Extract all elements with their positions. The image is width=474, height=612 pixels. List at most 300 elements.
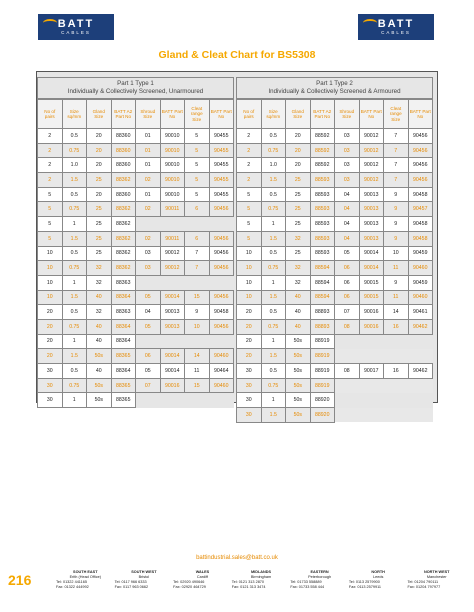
unarmoured-table-cell (136, 393, 161, 408)
unarmoured-header-cell: BATT Part No (209, 100, 234, 129)
unarmoured-table-row (38, 275, 234, 290)
unarmoured-table-cell: 90456 (209, 231, 234, 246)
unarmoured-table-cell: 90010 (160, 143, 185, 158)
armoured-table-cell: 40 (286, 319, 311, 334)
armoured-table-cell: 90013 (359, 187, 384, 202)
armoured-table-cell: 5 (237, 231, 262, 246)
unarmoured-table-cell: 02 (136, 202, 161, 217)
branch-region: SOUTH WEST (131, 570, 157, 574)
unarmoured-table-cell: 30 (38, 378, 63, 393)
branch-contact (232, 570, 291, 590)
unarmoured-table-cell: 5 (38, 217, 63, 232)
armoured-table-cell: 08 (335, 319, 360, 334)
unarmoured-header-cell: No of pairs (38, 100, 63, 129)
unarmoured-table-cell: 20 (87, 158, 112, 173)
unarmoured-table-row (38, 290, 234, 305)
unarmoured-table-cell (185, 334, 210, 349)
armoured-table-cell: 30 (237, 408, 262, 423)
unarmoured-table-cell: 2 (38, 158, 63, 173)
unarmoured-table-cell (160, 334, 185, 349)
armoured-table-cell (359, 334, 384, 349)
unarmoured-table-cell: 90455 (209, 187, 234, 202)
unarmoured-table-cell: 10 (38, 290, 63, 305)
armoured-table-cell: 14 (384, 305, 409, 320)
armoured-table-cell (384, 408, 409, 423)
unarmoured-table-cell: 1.5 (62, 290, 87, 305)
armoured-table-cell (335, 378, 360, 393)
armoured-table-cell: 0.75 (261, 143, 286, 158)
logo-word: BATT (377, 17, 415, 30)
unarmoured-table-cell: 07 (136, 378, 161, 393)
armoured-table-cell: 50s (286, 364, 311, 379)
unarmoured-table-cell: 1 (62, 217, 87, 232)
armoured-table-cell: 90456 (408, 173, 433, 188)
armoured-table-cell: 50s (286, 349, 311, 364)
armoured-table-cell: 9 (384, 187, 409, 202)
armoured-table-cell: 90017 (359, 364, 384, 379)
unarmoured-table-row (38, 202, 234, 217)
unarmoured-table-row (38, 305, 234, 320)
armoured-table-cell (335, 393, 360, 408)
armoured-table-cell: 20 (237, 305, 262, 320)
unarmoured-table-cell (185, 393, 210, 408)
branch-tel: Tel: 01204 790111 (407, 580, 439, 584)
armoured-table-cell: 32 (286, 275, 311, 290)
armoured-header-cell: Cleat range Size (384, 100, 409, 129)
armoured-table-cell: 88919 (310, 334, 335, 349)
unarmoured-table-cell: 25 (87, 246, 112, 261)
unarmoured-table-cell: 20 (87, 187, 112, 202)
unarmoured-table-cell: 10 (185, 319, 210, 334)
unarmoured-table (37, 99, 234, 408)
logo-subword: CABLES (381, 29, 411, 35)
unarmoured-table-cell: 25 (87, 231, 112, 246)
armoured-table-cell: 90012 (359, 143, 384, 158)
unarmoured-table-cell (185, 275, 210, 290)
unarmoured-table-cell: 90458 (209, 305, 234, 320)
armoured-table-row (237, 349, 433, 364)
unarmoured-table-cell: 90010 (160, 173, 185, 188)
armoured-table-cell: 0.5 (261, 364, 286, 379)
unarmoured-table-cell: 90013 (160, 319, 185, 334)
armoured-header-cell: BATT Part No (359, 100, 384, 129)
part2-title: Part 1 Type 2 (316, 80, 353, 87)
armoured-table-cell: 20 (237, 319, 262, 334)
branch-town: Cardiff (196, 575, 208, 579)
armoured-table-cell (384, 349, 409, 364)
armoured-table-cell (408, 378, 433, 393)
unarmoured-table-cell: 90455 (209, 129, 234, 144)
branch-fax: Fax: 01204 797977 (407, 585, 441, 589)
logo-swoosh-icon (43, 19, 57, 27)
unarmoured-table-cell: 88364 (111, 364, 136, 379)
armoured-table-cell: 90460 (408, 290, 433, 305)
armoured-table-row (237, 275, 433, 290)
unarmoured-table-cell: 88362 (111, 173, 136, 188)
unarmoured-table-cell (209, 334, 234, 349)
unarmoured-table-cell: 90464 (209, 364, 234, 379)
armoured-table-cell: 9 (384, 202, 409, 217)
armoured-table-cell: 05 (335, 246, 360, 261)
armoured-table-cell: 11 (384, 261, 409, 276)
unarmoured-table-cell: 90010 (160, 187, 185, 202)
armoured-table-cell: 90015 (359, 290, 384, 305)
unarmoured-table-cell: 90010 (160, 158, 185, 173)
unarmoured-table-cell: 90010 (160, 129, 185, 144)
unarmoured-table-cell: 40 (87, 290, 112, 305)
unarmoured-table-cell: 6 (185, 231, 210, 246)
batt-cables-logo-right (358, 14, 434, 40)
contact-email[interactable]: battindustrial.sales@batt.co.uk (196, 555, 278, 561)
unarmoured-table-cell: 5 (38, 202, 63, 217)
armoured-table-row (237, 246, 433, 261)
unarmoured-table-cell: 1 (62, 275, 87, 290)
armoured-table-cell: 1.5 (261, 408, 286, 423)
branch-list (56, 570, 466, 590)
unarmoured-table-cell: 88365 (111, 378, 136, 393)
branch-tel: Tel: 02920 490646 (173, 580, 205, 584)
armoured-table-cell: 88893 (310, 305, 335, 320)
armoured-table-cell: 90458 (408, 231, 433, 246)
unarmoured-table-cell: 88362 (111, 261, 136, 276)
armoured-table-cell: 30 (237, 364, 262, 379)
branch-fax: Fax: 0113 2579911 (348, 585, 382, 589)
unarmoured-table-cell: 30 (38, 393, 63, 408)
armoured-table-cell: 16 (384, 364, 409, 379)
unarmoured-table-cell: 40 (87, 364, 112, 379)
armoured-table-cell: 04 (335, 231, 360, 246)
armoured-table-cell: 25 (286, 187, 311, 202)
armoured-table-cell: 10 (237, 261, 262, 276)
armoured-table-cell: 90014 (359, 261, 384, 276)
armoured-table (236, 99, 433, 423)
unarmoured-header-cell: Size sq/mm (62, 100, 87, 129)
armoured-table-cell: 06 (335, 290, 360, 305)
unarmoured-table-cell: 90456 (209, 202, 234, 217)
armoured-table-cell: 90013 (359, 231, 384, 246)
armoured-table-cell: 5 (237, 217, 262, 232)
unarmoured-table-row (38, 364, 234, 379)
armoured-table-cell: 50s (286, 408, 311, 423)
armoured-table-cell: 90458 (408, 187, 433, 202)
branch-contact (173, 570, 232, 590)
unarmoured-table-cell: 90455 (209, 143, 234, 158)
branch-region: NORTH (371, 570, 385, 574)
unarmoured-table-cell: 01 (136, 129, 161, 144)
branch-region: SOUTH EAST (73, 570, 98, 574)
armoured-table-cell: 88594 (310, 290, 335, 305)
unarmoured-table-cell: 90455 (209, 158, 234, 173)
unarmoured-table-cell: 0.5 (62, 364, 87, 379)
logo-word: BATT (57, 17, 95, 30)
unarmoured-table-cell: 90456 (209, 246, 234, 261)
armoured-table-cell: 0.75 (261, 378, 286, 393)
armoured-table-cell: 90456 (408, 158, 433, 173)
batt-cables-logo (38, 14, 114, 40)
armoured-table-cell: 2 (237, 143, 262, 158)
branch-region: EASTERN (310, 570, 329, 574)
unarmoured-table-cell: 01 (136, 187, 161, 202)
armoured-table-cell: 9 (384, 231, 409, 246)
branch-town: Bristol (138, 575, 150, 579)
armoured-table-cell (359, 393, 384, 408)
armoured-table-cell: 25 (286, 217, 311, 232)
armoured-table-cell: 88593 (310, 187, 335, 202)
unarmoured-table-cell: 30 (38, 364, 63, 379)
unarmoured-table-cell: 88360 (111, 129, 136, 144)
armoured-table-row (237, 129, 433, 144)
armoured-table-cell (384, 393, 409, 408)
armoured-table-cell: 1 (261, 217, 286, 232)
page-title: Gland & Cleat Chart for BS5308 (158, 49, 316, 61)
armoured-table-cell: 0.75 (261, 202, 286, 217)
armoured-table-cell (384, 334, 409, 349)
armoured-table-cell: 88919 (310, 364, 335, 379)
logo-swoosh-icon (363, 19, 377, 27)
unarmoured-table-cell: 88360 (111, 158, 136, 173)
armoured-table-cell: 50s (286, 334, 311, 349)
armoured-table-cell: 03 (335, 143, 360, 158)
branch-tel: Tel: 01733 558889 (290, 580, 322, 584)
unarmoured-table-cell: 40 (87, 334, 112, 349)
armoured-table-cell: 20 (237, 349, 262, 364)
unarmoured-table-row (38, 173, 234, 188)
unarmoured-header-cell: Gland Size (87, 100, 112, 129)
unarmoured-table-cell: 32 (87, 305, 112, 320)
branch-contact (290, 570, 349, 590)
armoured-table-cell: 2 (237, 129, 262, 144)
unarmoured-table-cell: 88360 (111, 143, 136, 158)
armoured-table-cell: 32 (286, 261, 311, 276)
unarmoured-table-row (38, 261, 234, 276)
unarmoured-table-row (38, 231, 234, 246)
armoured-table-cell: 90459 (408, 275, 433, 290)
armoured-table-cell: 16 (384, 319, 409, 334)
unarmoured-table-cell: 88364 (111, 290, 136, 305)
armoured-table-cell: 04 (335, 187, 360, 202)
armoured-table-cell: 07 (335, 305, 360, 320)
unarmoured-table-cell: 02 (136, 231, 161, 246)
armoured-table-cell: 1 (261, 275, 286, 290)
branch-tel: Tel: 01322 441165 (56, 580, 87, 584)
unarmoured-table-cell: 5 (185, 187, 210, 202)
armoured-table-cell: 2 (237, 158, 262, 173)
armoured-table-row (237, 173, 433, 188)
part2-subtitle: Individually & Collectively Screened & Armoured (268, 88, 401, 95)
armoured-table-cell: 25 (286, 173, 311, 188)
armoured-table-cell: 1 (261, 393, 286, 408)
unarmoured-table-cell: 90456 (209, 319, 234, 334)
unarmoured-table-cell: 01 (136, 158, 161, 173)
unarmoured-table-cell: 5 (185, 173, 210, 188)
unarmoured-table-cell: 20 (87, 143, 112, 158)
unarmoured-table-cell: 90016 (160, 378, 185, 393)
armoured-table-cell: 88593 (310, 217, 335, 232)
unarmoured-table-cell (209, 393, 234, 408)
gland-cleat-chart (36, 71, 438, 418)
unarmoured-table-cell: 1.5 (62, 349, 87, 364)
armoured-table-cell: 5 (237, 187, 262, 202)
unarmoured-table-row (38, 143, 234, 158)
armoured-table-cell: 9 (384, 275, 409, 290)
unarmoured-header-row (38, 100, 234, 129)
unarmoured-table-cell: 0.75 (62, 319, 87, 334)
armoured-table-cell: 90461 (408, 305, 433, 320)
armoured-table-cell: 10 (237, 290, 262, 305)
unarmoured-table-cell: 5 (38, 187, 63, 202)
unarmoured-table-cell: 10 (38, 246, 63, 261)
armoured-table-cell: 10 (237, 246, 262, 261)
armoured-table-cell: 10 (384, 246, 409, 261)
unarmoured-table-row (38, 393, 234, 408)
unarmoured-table-cell (136, 217, 161, 232)
unarmoured-table-row (38, 187, 234, 202)
unarmoured-table-cell: 15 (185, 378, 210, 393)
armoured-header-cell: Shroud Size (335, 100, 360, 129)
unarmoured-table-cell: 88362 (111, 231, 136, 246)
armoured-table-row (237, 158, 433, 173)
armoured-table-cell: 88593 (310, 246, 335, 261)
unarmoured-table-cell: 1.0 (62, 158, 87, 173)
armoured-table-cell: 88594 (310, 261, 335, 276)
armoured-table-cell: 1 (261, 334, 286, 349)
armoured-table-cell: 7 (384, 158, 409, 173)
armoured-table-cell: 0.5 (261, 305, 286, 320)
branch-fax: Fax: 0121 313 3474 (231, 585, 266, 589)
unarmoured-table-cell: 01 (136, 143, 161, 158)
armoured-table-row (237, 217, 433, 232)
unarmoured-table-cell: 88363 (111, 305, 136, 320)
armoured-table-cell: 04 (335, 202, 360, 217)
unarmoured-table-cell: 1.5 (62, 231, 87, 246)
armoured-table-cell: 0.75 (261, 261, 286, 276)
unarmoured-table-cell: 9 (185, 305, 210, 320)
unarmoured-table-cell: 20 (38, 349, 63, 364)
armoured-header-cell: BATT Part No (408, 100, 433, 129)
armoured-table-cell: 40 (286, 290, 311, 305)
armoured-table-cell: 1.5 (261, 173, 286, 188)
armoured-table-cell: 25 (286, 246, 311, 261)
unarmoured-table-cell (136, 275, 161, 290)
unarmoured-table-cell: 90460 (209, 349, 234, 364)
unarmoured-table-cell: 1 (62, 393, 87, 408)
armoured-table-cell: 08 (335, 364, 360, 379)
unarmoured-table-cell: 0.5 (62, 129, 87, 144)
armoured-header-cell: Size sq/mm (261, 100, 286, 129)
unarmoured-table-cell: 5 (185, 158, 210, 173)
unarmoured-table-cell: 2 (38, 143, 63, 158)
unarmoured-table-cell: 90012 (160, 261, 185, 276)
unarmoured-table-cell: 90011 (160, 202, 185, 217)
armoured-table-cell (408, 393, 433, 408)
armoured-table-cell: 40 (286, 305, 311, 320)
unarmoured-table-row (38, 246, 234, 261)
logo-subword: CABLES (61, 29, 91, 35)
unarmoured-table-cell: 25 (87, 217, 112, 232)
armoured-table-row (237, 378, 433, 393)
armoured-table-cell: 90015 (359, 275, 384, 290)
armoured-table-cell: 7 (384, 173, 409, 188)
unarmoured-table-cell: 88362 (111, 246, 136, 261)
armoured-table-cell (408, 408, 433, 423)
unarmoured-table-cell: 06 (136, 349, 161, 364)
unarmoured-table-row (38, 349, 234, 364)
armoured-table-cell: 5 (237, 202, 262, 217)
unarmoured-table-cell: 25 (87, 173, 112, 188)
unarmoured-table-cell: 88364 (111, 319, 136, 334)
armoured-table-cell: 88592 (310, 158, 335, 173)
unarmoured-table-cell: 25 (87, 202, 112, 217)
unarmoured-table-cell (209, 217, 234, 232)
branch-town: Leeds (373, 575, 384, 579)
unarmoured-table-cell: 90456 (209, 290, 234, 305)
unarmoured-table-cell: 90456 (209, 261, 234, 276)
armoured-table-cell: 1.0 (261, 158, 286, 173)
armoured-table-cell: 90013 (359, 217, 384, 232)
armoured-table-cell: 88592 (310, 129, 335, 144)
unarmoured-table-row (38, 319, 234, 334)
armoured-table-cell: 10 (237, 275, 262, 290)
armoured-table-cell: 20 (237, 334, 262, 349)
unarmoured-table-cell: 20 (38, 334, 63, 349)
unarmoured-table-cell: 0.75 (62, 202, 87, 217)
unarmoured-header-cell: Cleat range Size (185, 100, 210, 129)
unarmoured-table-cell: 88362 (111, 217, 136, 232)
unarmoured-table-cell: 50s (87, 349, 112, 364)
armoured-table-row (237, 261, 433, 276)
branch-region: MIDLANDS (251, 570, 272, 574)
unarmoured-table-cell: 04 (136, 305, 161, 320)
armoured-table-cell: 2 (237, 173, 262, 188)
unarmoured-table-cell: 5 (185, 129, 210, 144)
armoured-table-cell: 88893 (310, 319, 335, 334)
unarmoured-table-cell (185, 217, 210, 232)
branch-contact (349, 570, 408, 590)
unarmoured-table-cell: 0.5 (62, 305, 87, 320)
armoured-table-cell: 90459 (408, 246, 433, 261)
armoured-table-cell: 90457 (408, 202, 433, 217)
unarmoured-header-cell: BATT Part No (160, 100, 185, 129)
armoured-table-cell: 88593 (310, 231, 335, 246)
unarmoured-header-cell: BATT A2 Part No (111, 100, 136, 129)
armoured-table-cell: 03 (335, 173, 360, 188)
unarmoured-table-cell: 03 (136, 261, 161, 276)
unarmoured-table-cell: 90014 (160, 349, 185, 364)
armoured-table-cell: 1.5 (261, 231, 286, 246)
armoured-header-cell: Gland Size (286, 100, 311, 129)
branch-town: Erith (Head Office) (69, 575, 101, 579)
unarmoured-table-cell: 88363 (111, 275, 136, 290)
unarmoured-table-cell: 20 (87, 129, 112, 144)
armoured-table-cell: 88593 (310, 173, 335, 188)
armoured-table-cell: 88920 (310, 408, 335, 423)
unarmoured-table-cell: 14 (185, 349, 210, 364)
armoured-table-cell (384, 378, 409, 393)
unarmoured-table-cell: 03 (136, 246, 161, 261)
branch-region: WALES (195, 570, 210, 574)
unarmoured-table-cell: 32 (87, 275, 112, 290)
unarmoured-table-row (38, 129, 234, 144)
part1-subtitle: Individually & Collectively Screened, Unarmoured (67, 88, 204, 95)
unarmoured-table-cell (160, 275, 185, 290)
page-number: 216 (8, 572, 32, 588)
unarmoured-table-cell: 1.5 (62, 173, 87, 188)
armoured-table-cell (359, 378, 384, 393)
unarmoured-table-cell: 88360 (111, 187, 136, 202)
armoured-table-cell: 0.75 (261, 319, 286, 334)
unarmoured-table-cell: 88365 (111, 393, 136, 408)
unarmoured-table-cell: 90455 (209, 173, 234, 188)
